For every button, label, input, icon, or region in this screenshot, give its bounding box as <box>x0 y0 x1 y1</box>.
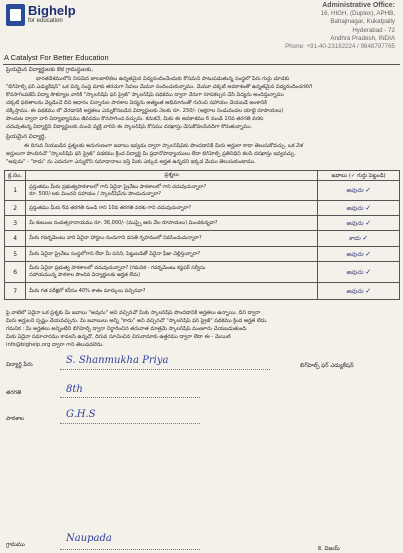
column-header-question: ప్రశ్నలు <box>26 171 318 181</box>
student-name-label: విద్యార్థి పేరు <box>6 362 33 368</box>
school-value[interactable]: G.H.S <box>66 409 96 420</box>
row-number: 2 <box>5 201 26 216</box>
question-line: రూ. 500/-లకు మించని సహాయం / స్కాలర్‌షిప్‌ను పొందుచున్నారా? <box>29 190 162 197</box>
row-number: 4 <box>5 231 26 247</box>
answer-cell[interactable] <box>318 262 400 283</box>
column-header-number: క్ర.సం. <box>5 171 26 181</box>
closing-line: గమనిక : మీ అర్హతలు అన్నింటిని బిగ్‌హెల్ప్ ద్వారా నిర్ధారించిన తరువాత మాత్రమే స్కాలర్‌షిప్ మంజూరు చేయబడుతుంది. <box>6 326 248 332</box>
table-row <box>5 247 400 262</box>
organisation-sign-label: బిగ్‌హెల్ప్ ఫర్ ఎడ్యుకేషన్ <box>300 363 354 369</box>
answer-text: అవును <box>346 287 364 295</box>
answer-text: అవును <box>346 268 364 276</box>
answer-cell[interactable] <box>318 216 400 231</box>
student-name-value[interactable]: S. Shanmukha Priya <box>66 355 169 366</box>
instruction-line: అర్హులుగా పొందినచో "స్కాలర్‌షిప్ ఫర్ ప్రైజ్" పథకము క్రింద విద్యార్థి మీ ప్రధానోపాధ్యాయులు లేదా బిగ్‌హెల్ప్ ప్రతినిధిని కలసి దరఖాస్తు ఇవ్వవచ్చు. <box>6 151 296 157</box>
school-label: పాఠశాల <box>6 416 24 422</box>
answer-text: కాదు <box>348 235 361 242</box>
class-label: తరగతి <box>6 390 22 396</box>
questionnaire-table <box>4 170 400 300</box>
intro-line: కొనసాగింపజేసే విద్యా సౌకర్యాల వారికి "స్కాలర్‌షిప్ ఫర్ ప్రైజ్" స్కాలర్‌షిప్ పథకము ద్వారా నేరుగా రూపకల్పన చేసి విద్యను అందిస్తున్నాము <box>6 92 284 98</box>
answer-cell[interactable] <box>318 201 400 216</box>
question-line: ప్రస్తుతము మీరు 6వ తరగతి నుండి గాని 10వ తరగతి వరకు గాని చదువుచున్నారా? <box>29 204 192 211</box>
table-header-row <box>5 171 400 181</box>
intro-line: చక్కటి ఫలితాలను వెల్లడించే దీని ఆధారం చిన్నారుల పాఠశాల విద్యను అత్యంత అభిమానంతో గురించి సహాయం చేయబడే అంశానికి <box>6 100 267 106</box>
closing-line: మీకు ఏదైనా సమాచారము కావలసి ఉన్నచో, దిగువ సూచించిన చిరునామాకు ఉత్తరము ద్వారా లేదా ఈ - మెయిల్ <box>6 334 231 340</box>
greeting: ప్రియమైన విద్యార్థులకు లేక గ్రామస్థులకు, <box>6 67 94 73</box>
bighelp-logo-icon <box>6 4 25 26</box>
intro-line: దక్కిస్తాము. ఈ పథకము లో చేరడానికి అర్హతలు ఎన్నుకొనబడిన విద్యార్థులకు నెలకు రూ. 250/- (అక్షరాల రెండువందల యాభై రూపాయలు) <box>6 108 284 114</box>
check-mark-icon: ✓ <box>365 286 372 295</box>
check-mark-icon: ✓ <box>365 249 372 258</box>
table-row <box>5 262 400 283</box>
tagline: A Catalyst For Better Education <box>4 53 109 62</box>
answer-text: అవును <box>346 187 364 194</box>
office-line: 16, HIGH, (Duplex), APHB, <box>320 10 395 18</box>
class-line <box>60 397 200 398</box>
question-line: మీరు ఏదైనా ప్రభుత్వ పాఠశాలలో చదువుచున్నారా? (గమనిక - గవర్నమెంటు కస్టపర్ సర్వీసు <box>29 265 206 271</box>
question-cell <box>26 283 318 300</box>
question-cell <box>26 231 318 247</box>
answer-text: అవును <box>346 250 364 258</box>
closing-line: మీరు అర్హులని స్పష్టం చేయవచ్చును. మీ జవాబులు అన్నీ "కాదు" అని వచ్చినచో "స్కాలర్‌షిప్ ఫర్ ప్రైజ్" పథకము క్రింద అర్హత లేదు. <box>6 318 268 324</box>
row-number: 3 <box>5 216 26 231</box>
question-cell <box>26 216 318 231</box>
answer-cell[interactable] <box>318 181 400 201</box>
student-name-line <box>60 369 270 370</box>
office-title: Administrative Office: <box>322 2 395 9</box>
table-row <box>5 201 400 216</box>
instruction-line: "అవును" - "కాదు" ను ఎదురుగా ఎన్నుకొని సమాధానాలు ఇస్తే మీకు ఎక్కువ అర్హత ఉన్నదని ఇక్కడ మేము తెలుసుకుంటాము. <box>6 159 256 165</box>
question-cell <box>26 262 318 283</box>
check-mark-icon: ✓ <box>365 203 372 212</box>
question-cell <box>26 181 318 201</box>
village-value[interactable]: Naupada <box>66 533 112 544</box>
office-line: Bahajinagar, Kukatpally <box>330 18 395 26</box>
signatory-name: కె. విజయ్ <box>318 546 340 552</box>
answer-text: అవును <box>346 219 364 227</box>
check-mark-icon: ✓ <box>365 218 372 227</box>
village-label: గ్రామము <box>6 542 25 548</box>
answer-cell[interactable] <box>318 247 400 262</box>
column-header-answer: జవాబు (✓ గుర్తు పెట్టండి) <box>318 171 400 181</box>
question-line: మీరు గత పరీక్షలో కనీసం 40% శాతం మార్కులు వచ్చినవా? <box>29 287 146 294</box>
question-line: ప్రస్తుతము మీరు ప్రభుత్వపాఠశాలలో గాని ఏదైనా ప్రైవేటు పాఠశాలలో గాని చదువుచున్నారా? <box>29 183 207 190</box>
table-row <box>5 216 400 231</box>
question-line: మీ కుటుంబ సంవత్సరాదాయము రూ. 36,000/- (ముప్పై ఆరు వేల రూపాయలు) మించకున్నదా? <box>29 219 218 226</box>
answer-cell[interactable] <box>318 283 400 300</box>
check-mark-icon: ✓ <box>365 186 372 194</box>
question-cell <box>26 247 318 262</box>
office-line: Hyderabad - 72 <box>352 26 395 34</box>
closing-line: పై వాటిలో ఏదైనా ఒక ప్రశ్నకు మీ జవాబు "అవును" అని వచ్చినచో మీకు స్కాలర్‌షిప్ పొందడానికి అర్హతలు ఉన్నాయి. దీని ద్వారా <box>6 310 261 316</box>
question-cell <box>26 201 318 216</box>
table-row <box>5 231 400 247</box>
intro-line: "బిగ్‌హెల్ప్ ఫర్ ఎడ్యుకేషన్" ఒక చిన్న సంస్థ మాకు తరచుగా సేవలు మేమూ నందించుకున్నాము. మేమూ చక్కటి అవకాశంతో ఉన్నతమైన విద్యనందించగలిగే <box>6 84 313 90</box>
row-number: 7 <box>5 283 26 300</box>
greeting-student: ప్రియమైన విద్యార్థి, <box>6 134 47 140</box>
check-mark-icon: ✓ <box>365 267 372 276</box>
question-line: మీరు ఏదైనా ప్రైవేటు సంస్థలోగాని లేదా మీ పనిని, పెట్టుబడితో ఏదైనా ఫీజు చెల్లిస్తున్నారా? <box>29 250 201 257</box>
question-line: సహాయమున్న పాఠశాల పొందిన విద్యార్థులకు అర్హత లేదు) <box>29 272 141 278</box>
table-row <box>5 181 400 201</box>
instruction-line: ఈ దిగువ నీయబడిన ప్రశ్నలకు అనుగుణంగా జవాబు ఇవ్వడం ద్వారా స్కాలర్‌షిప్‌కు పొందడానికి మీరు అర్హులా కాదా తెలుసుకోవచ్చు. ఒక వేళ <box>24 143 304 149</box>
brand-name: Bighelp <box>28 3 76 18</box>
class-value[interactable]: 8th <box>66 384 83 395</box>
office-address <box>285 2 395 51</box>
office-phone: Phone: +91-40-23182224 / 9848797765 <box>285 43 395 51</box>
table-row <box>5 283 400 300</box>
question-line: మీరు గవర్నమెంటు వారి ఏదైనా హాస్టలు నందుగాని వసతి గృహములో నివసించుచున్నారా? <box>29 235 202 241</box>
intro-line: చదువుతున్న విద్యార్థిని విద్యార్థులకు మంచి వ్యక్తి వారిని ఈ స్కాలర్‌షిప్ కోసము దరఖాస్తు చేసుకోవలసినదిగా కోరుతున్నాము. <box>6 124 253 130</box>
closing-line: info@bighelp.org ద్వారా గాని తెలుపవలెను. <box>6 342 104 348</box>
intro-line: భారతదేశములోని నిరుపేద బాలబాలికలు ఉన్నతమైన విద్యనందించేందుకు కోసమని పాటుపడుతున్న సంస్థలో పేరు గుర్తు చూడకు <box>36 76 290 82</box>
row-number: 5 <box>5 247 26 262</box>
row-number: 6 <box>5 262 26 283</box>
row-number: 1 <box>5 181 26 201</box>
office-line: Andhra Pradesh, INDIA <box>330 34 395 42</box>
answer-text: అవును <box>346 204 364 212</box>
village-line <box>60 549 200 550</box>
answer-cell[interactable] <box>318 231 400 247</box>
brand-subtitle: for education <box>28 18 63 24</box>
check-mark-icon: ✓ <box>362 234 369 242</box>
school-line <box>60 423 200 424</box>
intro-line: పొందుట ద్వారా వారి విద్యాభ్యాసము జీవనము కొనసాగించ వచ్చును. కనుకనే, మీకు ఈ అవకాశము 6 నుండి 10వ తరగతి వరకు <box>6 116 264 122</box>
header-divider <box>3 64 400 65</box>
